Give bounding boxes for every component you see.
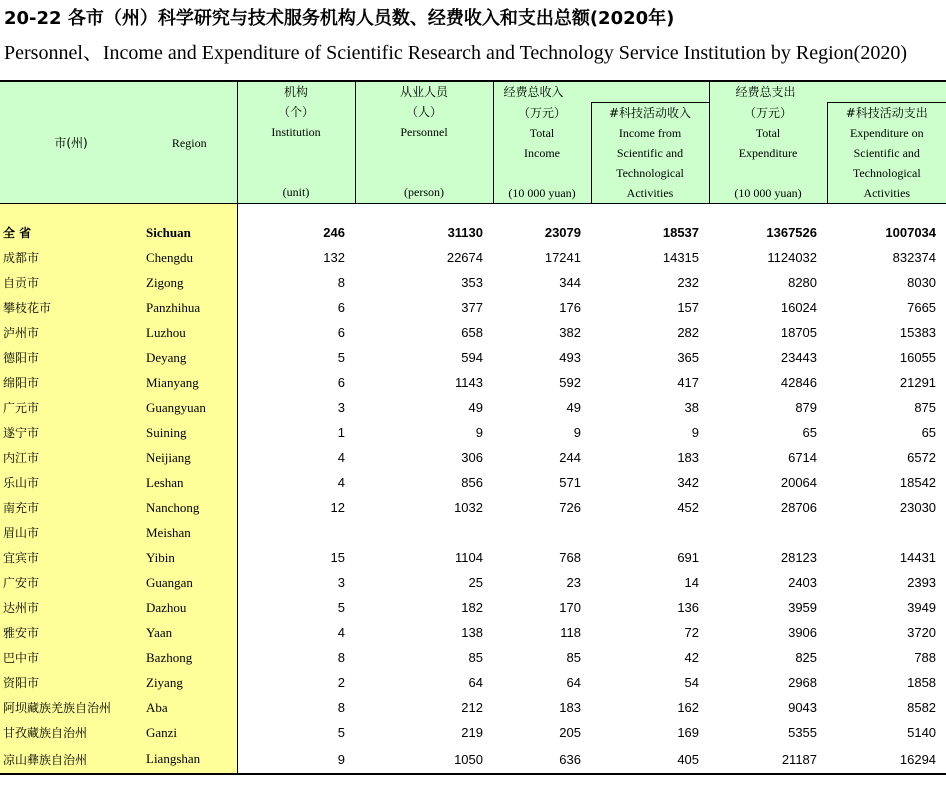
cell-pers: 594 <box>461 350 483 365</box>
region-cn: 泸州市 <box>0 320 142 345</box>
table-row <box>0 495 946 520</box>
region-en: Suining <box>142 420 237 445</box>
cell-inc: 768 <box>559 550 581 565</box>
cell-exp: 18705 <box>780 325 818 340</box>
region-cn: 德阳市 <box>0 345 142 370</box>
cell-inc: 344 <box>559 275 581 290</box>
region-cn: 攀枝花市 <box>0 295 142 320</box>
cell-exp-st <box>827 520 946 545</box>
cell-inc-st: 54 <box>684 675 700 690</box>
cell-inst: 2 <box>337 675 345 690</box>
table-row <box>0 345 946 370</box>
region-en: Liangshan <box>142 745 237 774</box>
cell-inc-st: 157 <box>677 300 700 315</box>
region-cn: 宜宾市 <box>0 545 142 570</box>
region-cn: 南充市 <box>0 495 142 520</box>
region-en: Chengdu <box>142 245 237 270</box>
cell-inc-st: 691 <box>677 550 700 565</box>
cell-inst: 4 <box>337 475 345 490</box>
cell-inc-st: 72 <box>684 625 700 640</box>
cell-inc: 571 <box>559 475 581 490</box>
cell-inc: 170 <box>559 600 581 615</box>
cell-inst: 12 <box>330 500 345 515</box>
cell-pers: 31130 <box>447 225 483 240</box>
cell-pers: 1032 <box>454 500 483 515</box>
table-row <box>0 645 946 670</box>
cell-pers: 377 <box>461 300 483 315</box>
table-row <box>0 595 946 620</box>
cell-pers: 25 <box>468 575 483 590</box>
cell-inst: 5 <box>337 350 345 365</box>
cell-exp-st: 1858 <box>907 675 937 690</box>
cell-inc-st: 162 <box>677 700 700 715</box>
cell-pers: 182 <box>461 600 483 615</box>
cell-pers: 22674 <box>446 250 483 265</box>
region-en: Ziyang <box>142 670 237 695</box>
header-income-st: #科技活动收入 Income from Scientific and Technological Activities <box>591 103 709 204</box>
cell-exp-st: 18542 <box>899 475 937 490</box>
cell-inc: 244 <box>559 450 581 465</box>
region-en: Aba <box>142 695 237 720</box>
header-total-income: （万元） Total Income (10 000 yuan) <box>493 103 591 204</box>
cell-inc: 85 <box>566 650 581 665</box>
cell-inst: 8 <box>337 275 345 290</box>
header-personnel: 从业人员 （人） Personnel (person) <box>355 81 493 204</box>
region-cn: 甘孜藏族自治州 <box>0 720 142 745</box>
cell-exp-st: 16055 <box>899 350 937 365</box>
cell-pers <box>355 520 493 545</box>
cell-exp: 21187 <box>709 745 827 774</box>
cell-inc-st: 9 <box>691 425 700 440</box>
table-row <box>0 220 946 245</box>
cell-exp: 2968 <box>788 675 818 690</box>
cell-inc: 23079 <box>544 225 581 240</box>
data-table <box>0 80 946 775</box>
table-row <box>0 670 946 695</box>
cell-inc-st: 417 <box>677 375 700 390</box>
region-cn: 全 省 <box>0 220 142 245</box>
cell-inc-st: 282 <box>677 325 700 340</box>
region-cn: 雅安市 <box>0 620 142 645</box>
cell-inst: 5 <box>337 600 345 615</box>
table-row <box>0 370 946 395</box>
cell-exp-st: 14431 <box>899 550 937 565</box>
cell-exp: 16024 <box>780 300 818 315</box>
cell-inc-st: 183 <box>677 450 700 465</box>
cell-inc: 592 <box>559 375 581 390</box>
region-en: Meishan <box>142 520 237 545</box>
region-en: Guangyuan <box>142 395 237 420</box>
cell-inc-st: 136 <box>677 600 700 615</box>
cell-inc-st: 18537 <box>662 225 700 240</box>
table-row <box>0 295 946 320</box>
cell-inc: 17241 <box>544 250 581 265</box>
region-cn: 巴中市 <box>0 645 142 670</box>
cell-inc: 493 <box>559 350 581 365</box>
cell-inc-st: 342 <box>677 475 700 490</box>
table-row <box>0 620 946 645</box>
cell-pers: 658 <box>461 325 483 340</box>
header-region-en: Region <box>142 81 237 204</box>
cell-pers: 1143 <box>455 375 483 390</box>
cell-inst: 3 <box>337 400 345 415</box>
table-title-cn: 20-22 各市（州）科学研究与技术服务机构人员数、经费收入和支出总额(2020年) <box>4 8 675 29</box>
cell-inc: 49 <box>566 400 581 415</box>
cell-pers: 1050 <box>355 745 493 774</box>
cell-inc-st: 452 <box>677 500 700 515</box>
cell-inc-st: 14 <box>684 575 700 590</box>
cell-inst: 6 <box>337 300 345 315</box>
cell-inst: 3 <box>337 575 345 590</box>
region-cn: 凉山彝族自治州 <box>0 745 142 774</box>
cell-exp: 9043 <box>788 700 818 715</box>
table-row <box>0 570 946 595</box>
cell-exp: 8280 <box>788 275 818 290</box>
cell-exp: 3959 <box>788 600 818 615</box>
cell-exp: 5355 <box>788 725 818 740</box>
cell-pers: 219 <box>461 725 483 740</box>
cell-exp-st: 6572 <box>907 450 937 465</box>
header-income-group: 经费总收入 <box>493 81 709 103</box>
region-cn: 阿坝藏族羌族自治州 <box>0 695 142 720</box>
cell-exp-st: 65 <box>921 425 937 440</box>
region-en: Yibin <box>142 545 237 570</box>
header-institution: 机构 （个） Institution (unit) <box>237 81 355 204</box>
header-region-cn: 市(州) <box>0 81 142 204</box>
cell-inc: 64 <box>566 675 581 690</box>
region-cn: 资阳市 <box>0 670 142 695</box>
table-row <box>0 395 946 420</box>
cell-inst: 8 <box>337 650 345 665</box>
cell-inc <box>493 520 591 545</box>
region-cn: 成都市 <box>0 245 142 270</box>
table-row <box>0 720 946 745</box>
cell-inst: 1 <box>337 425 345 440</box>
table-row <box>0 745 946 774</box>
cell-inc-st <box>591 520 709 545</box>
cell-exp: 28123 <box>780 550 818 565</box>
region-cn: 眉山市 <box>0 520 142 545</box>
cell-pers: 49 <box>468 400 483 415</box>
cell-exp: 1367526 <box>766 225 818 240</box>
region-en: Neijiang <box>142 445 237 470</box>
cell-inst <box>237 520 355 545</box>
cell-inc: 118 <box>560 625 581 640</box>
cell-inc: 726 <box>559 500 581 515</box>
cell-exp: 879 <box>795 400 818 415</box>
cell-inst: 9 <box>237 745 355 774</box>
cell-pers: 64 <box>468 675 483 690</box>
region-cn: 绵阳市 <box>0 370 142 395</box>
region-cn: 遂宁市 <box>0 420 142 445</box>
region-en: Panzhihua <box>142 295 237 320</box>
cell-inc: 23 <box>566 575 581 590</box>
cell-inc-st: 405 <box>591 745 709 774</box>
table-row <box>0 270 946 295</box>
cell-exp-st: 8582 <box>907 700 937 715</box>
cell-exp-st: 832374 <box>892 250 937 265</box>
region-en: Ganzi <box>142 720 237 745</box>
spacer-row <box>0 204 946 221</box>
table-row <box>0 245 946 270</box>
cell-inst: 132 <box>323 250 345 265</box>
table-body <box>0 204 946 775</box>
cell-inst: 4 <box>337 625 345 640</box>
table-row <box>0 470 946 495</box>
cell-inc: 176 <box>559 300 581 315</box>
cell-pers: 306 <box>461 450 483 465</box>
cell-inst: 4 <box>337 450 345 465</box>
cell-exp: 42846 <box>780 375 818 390</box>
cell-inc: 636 <box>493 745 591 774</box>
cell-inst: 8 <box>337 700 345 715</box>
region-cn: 达州市 <box>0 595 142 620</box>
cell-exp-st: 788 <box>914 650 937 665</box>
header-expenditure-group: 经费总支出 <box>709 81 946 103</box>
cell-inc: 382 <box>559 325 581 340</box>
region-en: Bazhong <box>142 645 237 670</box>
table-row <box>0 545 946 570</box>
cell-exp-st: 21291 <box>899 375 937 390</box>
cell-exp: 1124032 <box>767 250 818 265</box>
region-en: Yaan <box>142 620 237 645</box>
cell-exp-st: 7665 <box>907 300 937 315</box>
cell-inc: 9 <box>573 425 581 440</box>
table-row <box>0 695 946 720</box>
cell-exp: 28706 <box>780 500 818 515</box>
cell-exp-st: 8030 <box>907 275 937 290</box>
cell-exp: 65 <box>802 425 818 440</box>
table-row <box>0 320 946 345</box>
cell-inc-st: 42 <box>684 650 700 665</box>
region-en: Nanchong <box>142 495 237 520</box>
cell-inc-st: 14315 <box>662 250 700 265</box>
table-row <box>0 420 946 445</box>
table-row <box>0 520 946 545</box>
region-cn: 自贡市 <box>0 270 142 295</box>
cell-pers: 1104 <box>455 550 483 565</box>
region-en: Guangan <box>142 570 237 595</box>
cell-exp: 23443 <box>780 350 818 365</box>
region-en: Deyang <box>142 345 237 370</box>
cell-exp-st: 3720 <box>907 625 937 640</box>
cell-exp-st: 23030 <box>899 500 937 515</box>
region-cn: 广元市 <box>0 395 142 420</box>
cell-exp-st: 5140 <box>907 725 937 740</box>
cell-inst: 15 <box>330 550 345 565</box>
cell-pers: 856 <box>461 475 483 490</box>
region-en: Zigong <box>142 270 237 295</box>
cell-pers: 138 <box>461 625 483 640</box>
cell-exp: 2403 <box>788 575 818 590</box>
cell-inc-st: 232 <box>677 275 700 290</box>
region-en: Luzhou <box>142 320 237 345</box>
cell-inst: 5 <box>337 725 345 740</box>
cell-exp: 6714 <box>788 450 818 465</box>
cell-inc-st: 169 <box>677 725 700 740</box>
cell-exp-st: 1007034 <box>885 225 937 240</box>
region-en: Sichuan <box>142 220 237 245</box>
table-header <box>0 81 946 204</box>
table-row <box>0 445 946 470</box>
cell-exp: 3906 <box>788 625 818 640</box>
cell-exp-st: 3949 <box>907 600 937 615</box>
cell-inc: 183 <box>559 700 581 715</box>
cell-exp-st: 2393 <box>907 575 937 590</box>
table-title-en: Personnel、Income and Expenditure of Scientific Research and Technology Service Institution by Region(2020) <box>4 42 907 64</box>
cell-inc-st: 38 <box>684 400 700 415</box>
cell-exp: 825 <box>795 650 818 665</box>
cell-inst: 6 <box>337 375 345 390</box>
region-cn: 乐山市 <box>0 470 142 495</box>
cell-inc-st: 365 <box>677 350 700 365</box>
cell-exp <box>709 520 827 545</box>
region-en: Mianyang <box>142 370 237 395</box>
cell-pers: 212 <box>461 700 483 715</box>
cell-exp-st: 875 <box>914 400 937 415</box>
region-cn: 广安市 <box>0 570 142 595</box>
cell-pers: 85 <box>468 650 483 665</box>
cell-pers: 9 <box>475 425 483 440</box>
region-en: Leshan <box>142 470 237 495</box>
cell-exp-st: 15383 <box>899 325 937 340</box>
cell-pers: 353 <box>461 275 483 290</box>
region-cn: 内江市 <box>0 445 142 470</box>
cell-inc: 205 <box>559 725 581 740</box>
header-expenditure-st: #科技活动支出 Expenditure on Scientific and Technological Activities <box>827 103 946 204</box>
cell-inst: 6 <box>337 325 345 340</box>
cell-exp: 20064 <box>780 475 818 490</box>
header-total-expenditure: （万元） Total Expenditure (10 000 yuan) <box>709 103 827 204</box>
cell-exp-st: 16294 <box>827 745 946 774</box>
cell-inst: 246 <box>323 225 345 240</box>
region-en: Dazhou <box>142 595 237 620</box>
